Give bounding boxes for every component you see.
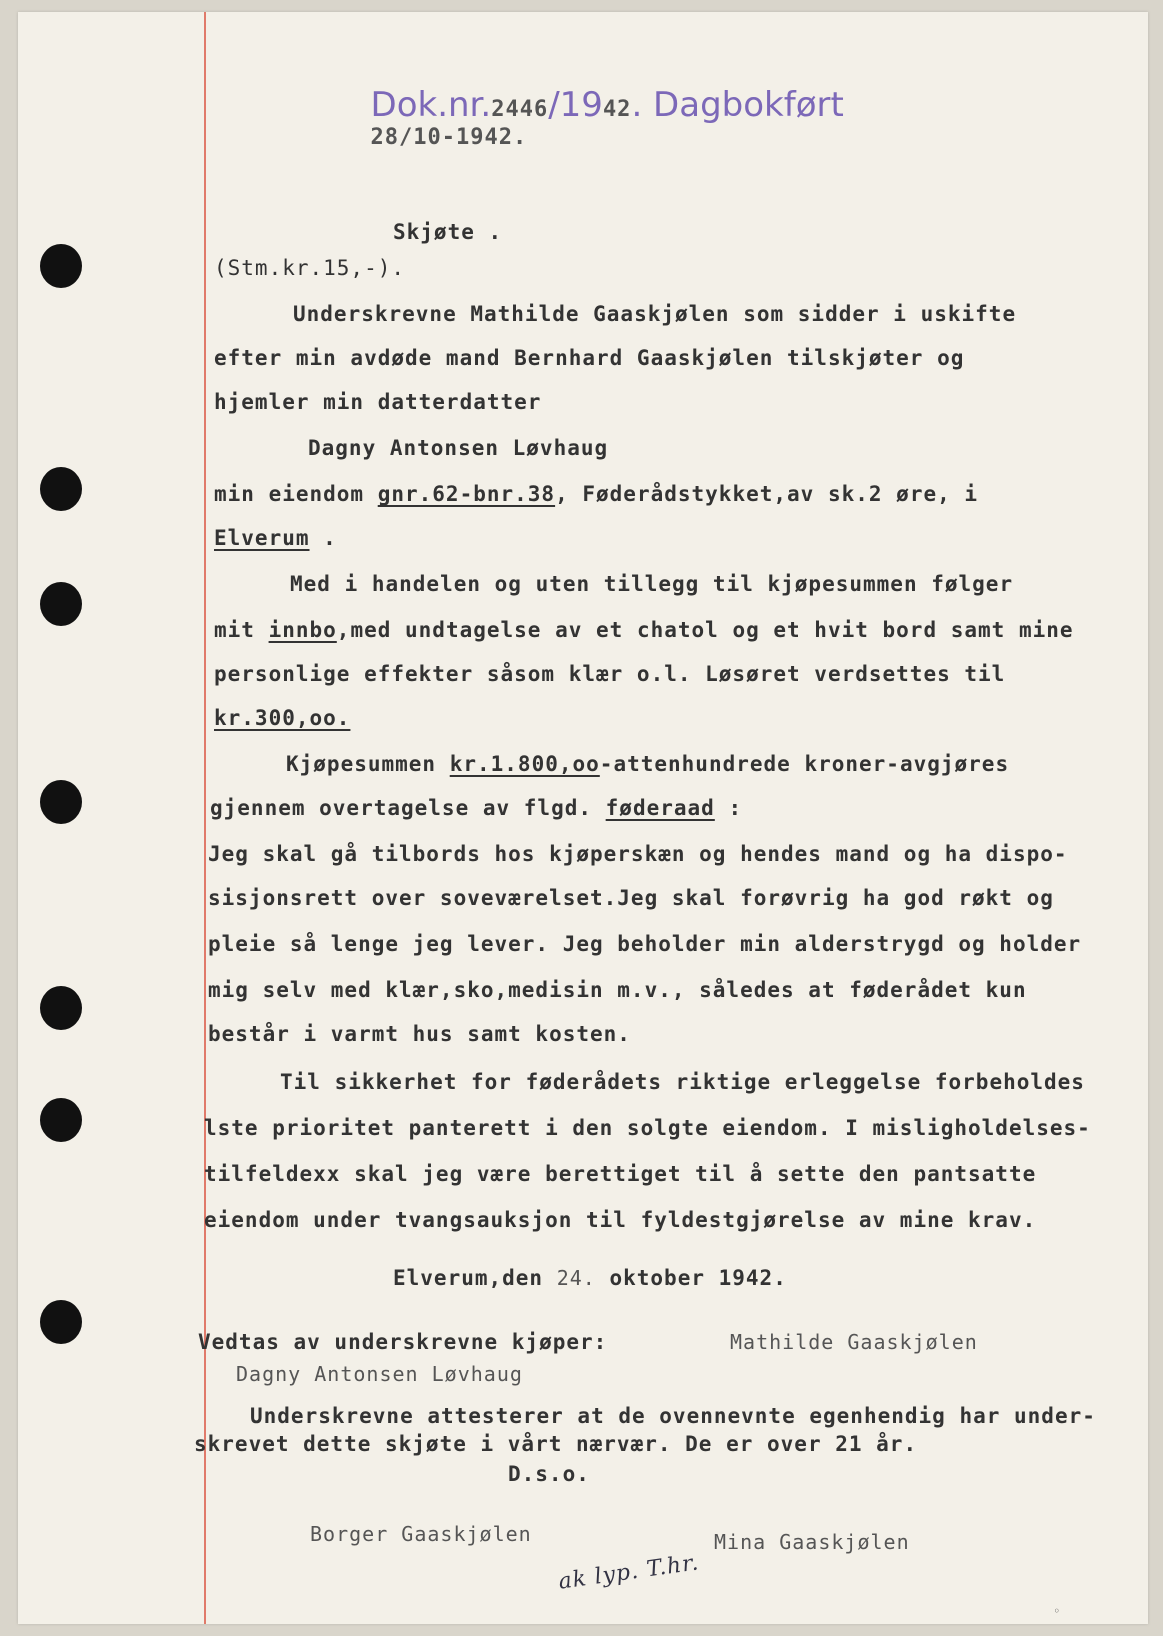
stamp-duty: (Stm.kr.15,-). — [214, 256, 406, 280]
p4-2-pre: gjennem overtagelse av flgd. — [210, 796, 606, 820]
p5-line-4: mig selv med klær,sko,medisin m.v., således at føderådet kun — [208, 978, 1027, 1002]
p6-line-4: eiendom under tvangsauksjon til fyldestgjørelse av mine krav. — [204, 1208, 1037, 1232]
p2-place: Elverum — [214, 526, 310, 550]
p1-line-1: Underskrevne Mathilde Gaaskjølen som sidder i uskifte — [293, 302, 1017, 326]
p4-1-pre: Kjøpesummen — [286, 752, 450, 776]
p2-post: , Føderådstykket,av sk.2 øre, i — [555, 482, 979, 506]
p2-line-2 — [214, 526, 337, 550]
buyer-name: Dagny Antonsen Løvhaug — [308, 436, 609, 460]
punch-hole-2 — [40, 467, 82, 511]
stamp-prefix: Dok.nr. — [370, 85, 492, 125]
punch-hole-3 — [40, 582, 82, 626]
place-date-post: oktober 1942. — [595, 1266, 787, 1290]
witness-2-signature: Mina Gaaskjølen — [714, 1530, 910, 1554]
witness-1-signature: Borger Gaaskjølen — [310, 1522, 532, 1546]
p6-line-3: tilfeldexx skal jeg være berettiget til å sette den pantsatte — [204, 1162, 1037, 1186]
p3-2-innbo: innbo — [268, 618, 337, 642]
stamp-year-suffix: 42 — [602, 97, 632, 122]
punch-hole-4 — [40, 780, 82, 824]
p3-2-post: ,med undtagelse av et chatol og et hvit bord samt mine — [336, 618, 1074, 642]
p2-end: . — [309, 526, 337, 550]
punch-hole-1 — [40, 244, 82, 288]
p3-line-3: personlige effekter såsom klær o.l. Løsøret verdsettes til — [214, 662, 1006, 686]
p4-1-amount: kr.1.800,oo — [449, 752, 600, 776]
attest-line-1: Underskrevne attesterer at de ovennevnte egenhendig har under- — [250, 1404, 1096, 1428]
p2-pre: min eiendom — [214, 482, 378, 506]
punch-hole-6 — [40, 1098, 82, 1142]
p4-line-2 — [210, 796, 742, 820]
p4-line-1 — [286, 752, 1009, 776]
punch-hole-7 — [40, 1300, 82, 1344]
place-date-pre: Elverum,den — [393, 1266, 557, 1290]
registration-stamp — [328, 66, 844, 169]
p3-line-1: Med i handelen og uten tillegg til kjøpesummen følger — [290, 572, 1014, 596]
stamp-dagbok: . Dagbokført — [631, 85, 844, 125]
punch-hole-5 — [40, 986, 82, 1030]
p5-line-2: sisjonsrett over soveværelset.Jeg skal forøvrig ha god røkt og — [208, 886, 1054, 910]
p3-line-2 — [214, 618, 1074, 642]
margin-line — [204, 12, 206, 1624]
p2-line-1 — [214, 482, 978, 506]
corner-mark: ◦ — [1053, 1604, 1061, 1618]
buyer-signature: Dagny Antonsen Løvhaug — [236, 1362, 523, 1386]
p3-2-pre: mit — [214, 618, 269, 642]
attest-line-2: skrevet dette skjøte i vårt nærvær. De er over 21 år. — [194, 1432, 918, 1456]
p1-line-2: efter min avdøde mand Bernhard Gaaskjølen tilskjøter og — [214, 346, 965, 370]
p5-line-3: pleie så lenge jeg lever. Jeg beholder min alderstrygd og holder — [208, 932, 1082, 956]
p6-line-2: lste prioritet panterett i den solgte eiendom. I misligholdelses- — [204, 1116, 1091, 1140]
stamp-slash-year: /19 — [548, 85, 603, 125]
place-date — [393, 1266, 787, 1290]
p1-line-3: hjemler min datterdatter — [214, 390, 542, 414]
p5-line-5: består i varmt hus samt kosten. — [208, 1022, 631, 1046]
accepted-by-buyer: Vedtas av underskrevne kjøper: — [198, 1330, 608, 1354]
initials-handwritten: ak lyp. T.hr. — [556, 1550, 701, 1595]
document-page — [18, 12, 1148, 1624]
p6-line-1: Til sikkerhet for føderådets riktige erleggelse forbeholdes — [280, 1070, 1085, 1094]
p4-1-post: -attenhundrede kroner-avgjøres — [599, 752, 1010, 776]
stamp-date: 28/10-1942. — [370, 125, 528, 150]
p3-line-4: kr.300,oo. — [214, 706, 351, 730]
p4-2-u: føderaad — [605, 796, 715, 820]
attest-line-3: D.s.o. — [508, 1462, 590, 1486]
seller-signature: Mathilde Gaaskjølen — [730, 1330, 978, 1354]
p4-2-post: : — [714, 796, 743, 820]
document-title: Skjøte . — [393, 220, 503, 244]
place-date-day: 24. — [556, 1266, 596, 1290]
stamp-number: 2446 — [491, 97, 549, 122]
p2-gnr: gnr.62-bnr.38 — [377, 482, 556, 506]
p5-line-1: Jeg skal gå tilbords hos kjøperskæn og hendes mand og ha dispo- — [208, 842, 1068, 866]
